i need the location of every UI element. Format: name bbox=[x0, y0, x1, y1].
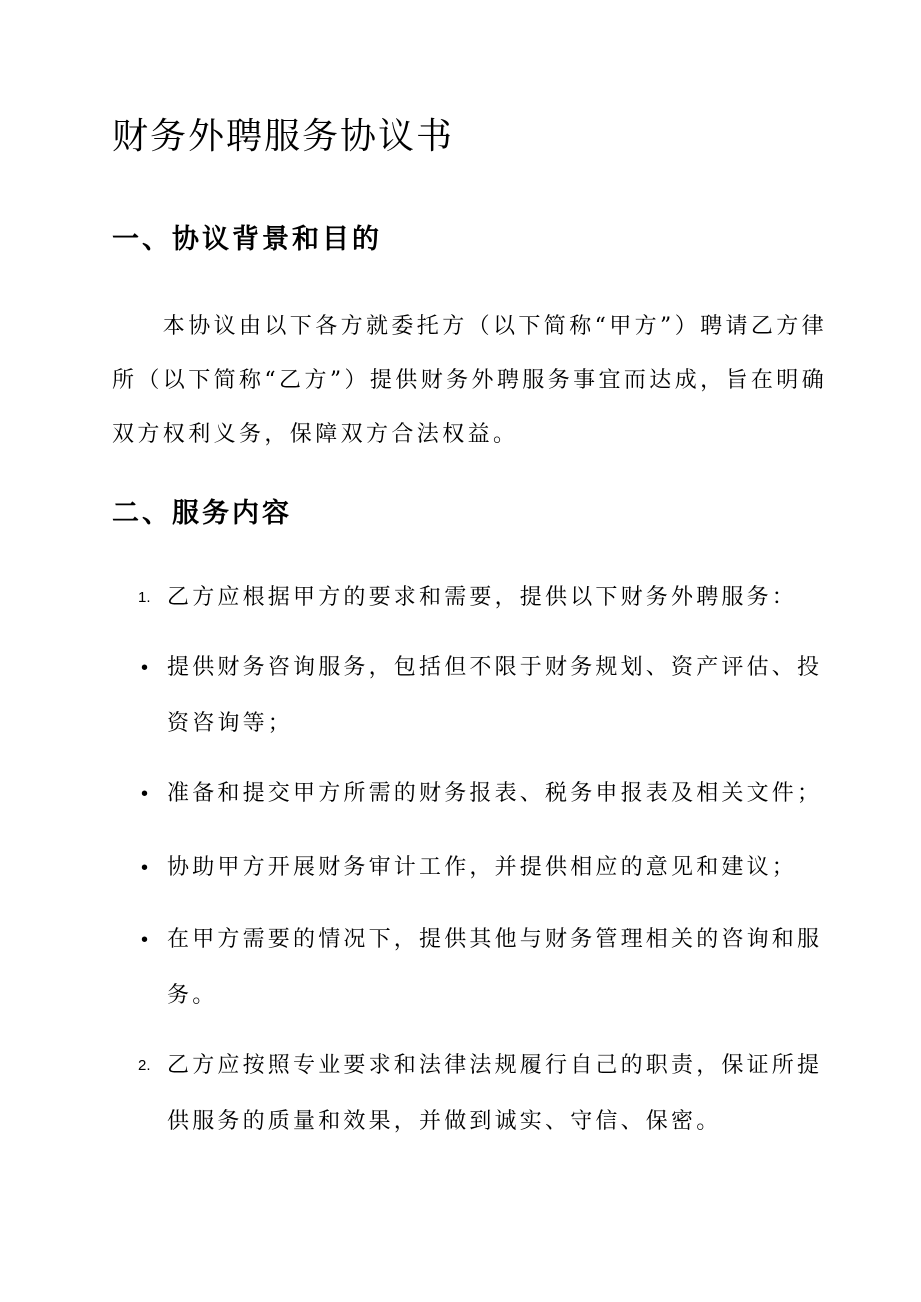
list-item-text: 提供财务咨询服务，包括但不限于财务规划、资产评估、投 bbox=[167, 655, 823, 680]
list-item-text: 在甲方需要的情况下，提供其他与财务管理相关的咨询和服 bbox=[167, 927, 823, 952]
background-paragraph bbox=[112, 300, 828, 462]
paragraph-line: 双方权利义务，保障双方合法权益。 bbox=[112, 422, 519, 447]
list-item-text: 准备和提交甲方所需的财务报表、税务申报表及相关文件； bbox=[167, 781, 823, 806]
paragraph-line: 本协议由以下各方就委托方（以下简称“甲方”）聘请乙方律 bbox=[112, 314, 828, 339]
list-item-text: 供服务的质量和效果，并做到诚实、守信、保密。 bbox=[167, 1109, 722, 1134]
list-item-text: 乙方应根据甲方的要求和需要，提供以下财务外聘服务： bbox=[167, 585, 798, 610]
bullet-icon: • bbox=[141, 657, 149, 679]
list-number: 1. bbox=[138, 589, 151, 606]
paragraph-line: 所（以下简称“乙方”）提供财务外聘服务事宜而达成，旨在明确 bbox=[112, 368, 828, 393]
bullet-icon: • bbox=[141, 929, 149, 951]
bullet-icon: • bbox=[141, 783, 149, 805]
section-heading-background: 一、协议背景和目的 bbox=[112, 224, 382, 255]
bullet-icon: • bbox=[141, 857, 149, 879]
section-heading-services: 二、服务内容 bbox=[112, 498, 292, 529]
document-title: 财务外聘服务协议书 bbox=[112, 116, 455, 157]
list-item-text: 协助甲方开展财务审计工作，并提供相应的意见和建议； bbox=[167, 855, 798, 880]
list-item-text: 资咨询等； bbox=[167, 711, 294, 736]
list-number: 2. bbox=[138, 1057, 151, 1074]
list-item-text: 务。 bbox=[167, 983, 218, 1008]
list-item-text: 乙方应按照专业要求和法律法规履行自己的职责，保证所提 bbox=[167, 1053, 823, 1078]
